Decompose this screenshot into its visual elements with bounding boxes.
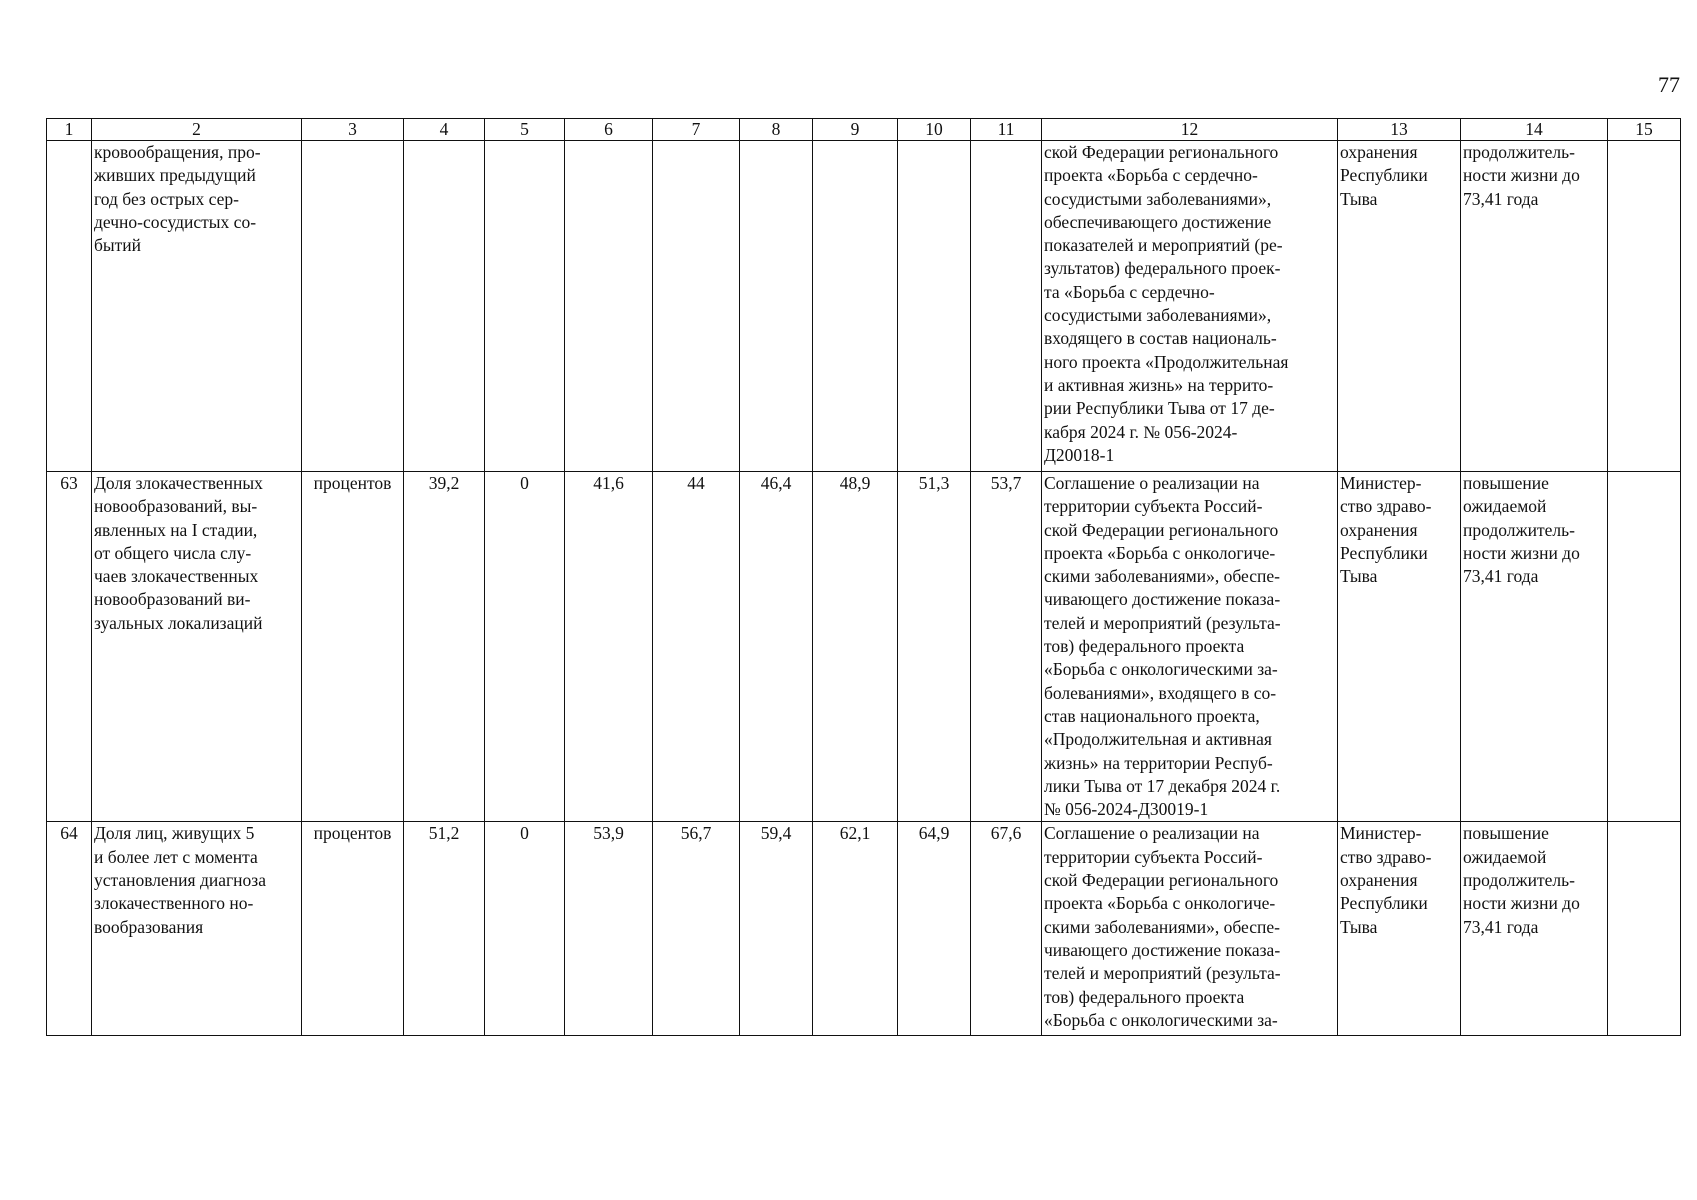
effect-cell: продолжитель- ности жизни до 73,41 года (1461, 141, 1608, 472)
value-cell (404, 141, 485, 472)
agreement-cell: ской Федерации регионального проекта «Борьба с сердечно- сосудистыми заболеваниями», обеспечивающего достижение показателей и мероприятий (ре- зультатов) федерального проек- та «Борьба с сердечно- сосудистыми заболеваниями», входящего в состав националь- ного проекта «Продолжительная и активная жизнь» на террито- рии Республики Тыва от 17 де- кабря 2024 г. № 056-2024- Д20018-1 (1042, 141, 1338, 472)
column-header: 4 (404, 119, 485, 141)
value-cell (813, 141, 898, 472)
column-header: 1 (47, 119, 92, 141)
indicator-name-cell: кровообращения, про- живших предыдущий год без острых сер- дечно-сосудистых со- бытий (92, 141, 302, 472)
value-cell (971, 141, 1042, 472)
column-header: 12 (1042, 119, 1338, 141)
column-header: 5 (485, 119, 565, 141)
value-cell: 51,3 (898, 472, 971, 822)
value-cell (898, 141, 971, 472)
value-cell: 53,7 (971, 472, 1042, 822)
value-cell: 67,6 (971, 822, 1042, 1036)
responsible-cell: Министер- ство здраво- охранения Республики Тыва (1338, 472, 1461, 822)
table-row (47, 472, 1681, 822)
column-header: 13 (1338, 119, 1461, 141)
column-header: 14 (1461, 119, 1608, 141)
unit-cell: процентов (302, 472, 404, 822)
effect-cell: повышение ожидаемой продолжитель- ности жизни до 73,41 года (1461, 472, 1608, 822)
value-cell (740, 141, 813, 472)
value-cell (565, 141, 653, 472)
value-cell: 44 (653, 472, 740, 822)
column-header: 11 (971, 119, 1042, 141)
indicator-name-cell: Доля злокачественных новообразований, вы- явленных на I стадии, от общего числа слу- чаев злокачественных новообразований ви- зуальных локализаций (92, 472, 302, 822)
column-header: 9 (813, 119, 898, 141)
column-header: 2 (92, 119, 302, 141)
value-cell: 46,4 (740, 472, 813, 822)
row-number-cell: 64 (47, 822, 92, 1036)
row-number-cell: 63 (47, 472, 92, 822)
value-cell (653, 141, 740, 472)
value-cell: 59,4 (740, 822, 813, 1036)
value-cell: 39,2 (404, 472, 485, 822)
value-cell: 41,6 (565, 472, 653, 822)
column-header: 15 (1608, 119, 1681, 141)
column-header: 8 (740, 119, 813, 141)
agreement-cell: Соглашение о реализации на территории субъекта Россий- ской Федерации регионального проекта «Борьба с онкологиче- скими заболеваниями», обеспе- чивающего достижение показа- телей и мероприятий (результа- тов) федерального проекта «Борьба с онкологическими за- (1042, 822, 1338, 1036)
column-header: 6 (565, 119, 653, 141)
page-number: 77 (1658, 72, 1680, 97)
indicators-table (46, 118, 1681, 1036)
note-cell (1608, 472, 1681, 822)
responsible-cell: охранения Республики Тыва (1338, 141, 1461, 472)
column-header: 3 (302, 119, 404, 141)
row-number-cell (47, 141, 92, 472)
unit-cell (302, 141, 404, 472)
value-cell: 62,1 (813, 822, 898, 1036)
effect-cell: повышение ожидаемой продолжитель- ности жизни до 73,41 года (1461, 822, 1608, 1036)
value-cell: 64,9 (898, 822, 971, 1036)
agreement-cell: Соглашение о реализации на территории субъекта Россий- ской Федерации регионального проекта «Борьба с онкологиче- скими заболеваниями», обеспе- чивающего достижение показа- телей и мероприятий (результа- тов) федерального проекта «Борьба с онкологическими за- болеваниями», входящего в со- став национального проекта, «Продолжительная и активная жизнь» на территории Респуб- лики Тыва от 17 декабря 2024 г. № 056-2024-Д30019-1 (1042, 472, 1338, 822)
value-cell: 0 (485, 822, 565, 1036)
indicator-name-cell: Доля лиц, живущих 5 и более лет с момента установления диагноза злокачественного но- вообразования (92, 822, 302, 1036)
column-number-header-row (47, 119, 1681, 141)
table-row (47, 141, 1681, 472)
value-cell: 51,2 (404, 822, 485, 1036)
column-header: 10 (898, 119, 971, 141)
value-cell: 53,9 (565, 822, 653, 1036)
value-cell: 0 (485, 472, 565, 822)
responsible-cell: Министер- ство здраво- охранения Республики Тыва (1338, 822, 1461, 1036)
column-header: 7 (653, 119, 740, 141)
value-cell (485, 141, 565, 472)
note-cell (1608, 141, 1681, 472)
note-cell (1608, 822, 1681, 1036)
table-row (47, 822, 1681, 1036)
value-cell: 48,9 (813, 472, 898, 822)
unit-cell: процентов (302, 822, 404, 1036)
value-cell: 56,7 (653, 822, 740, 1036)
